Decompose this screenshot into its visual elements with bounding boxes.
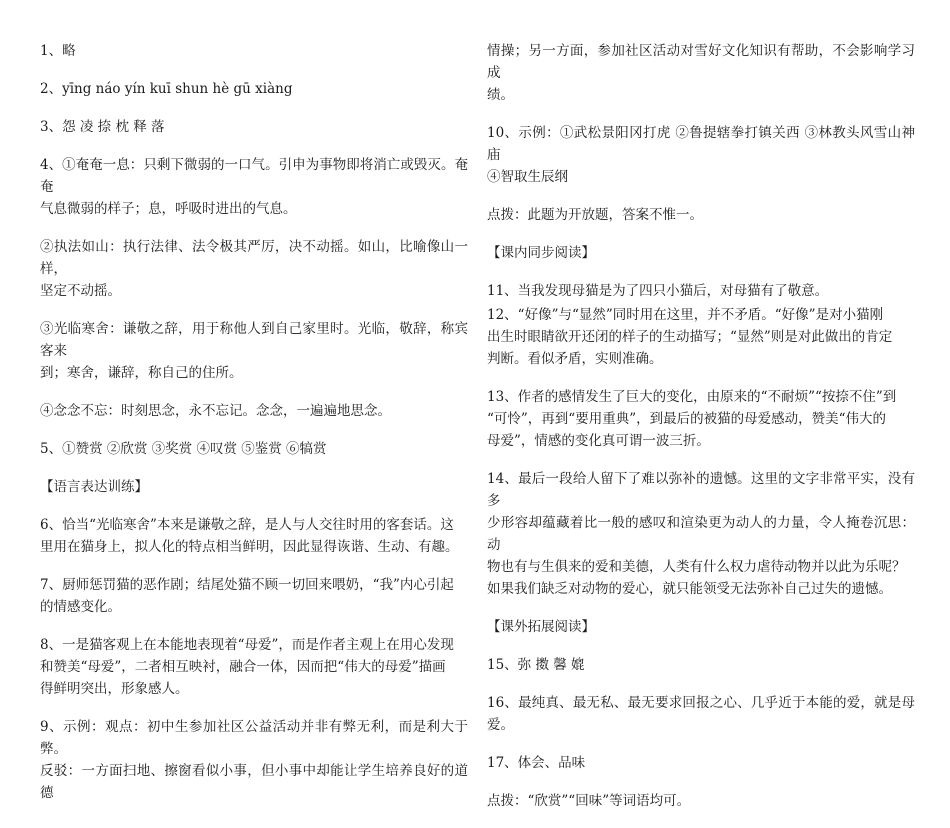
text-line: 里用在猫身上，拟人化的特点相当鲜明，因此显得诙谐、生动、有趣。 <box>40 539 459 555</box>
answer-12 <box>487 304 915 370</box>
hint-10 <box>487 204 915 226</box>
text-line: 点拨：“欣赏”“回味”等词语均可。 <box>487 793 691 809</box>
text-line: 15、弥 擞 馨 媲 <box>487 657 585 673</box>
text-line: ④念念不忘：时刻思念，永不忘记。念念，一遍遍地思念。 <box>40 403 391 419</box>
text-line: ④智取生辰纲 <box>487 169 568 185</box>
text-line: 母爱”，情感的变化真可谓一波三折。 <box>487 433 710 449</box>
answer-1 <box>40 40 468 62</box>
answer-11 <box>487 280 915 302</box>
text-line: 1、略 <box>40 43 76 59</box>
answer-7 <box>40 574 468 618</box>
answer-14 <box>487 468 915 600</box>
text-line: 13、作者的感情发生了巨大的变化，由原来的“不耐烦”“按捺不住”到 <box>487 389 897 405</box>
text-line: 4、①奄奄一息：只剩下微弱的一口气。引申为事物即将消亡或毁灭。奄奄 <box>40 157 468 195</box>
section-heading <box>487 242 915 264</box>
text-line: 绩。 <box>487 87 514 103</box>
text-line: 出生时眼睛欲开还闭的样子的生动描写；“显然”则是对此做出的肯定 <box>487 329 893 345</box>
text-line: 少形容却蕴藏着比一般的感叹和渲染更为动人的力量，令人掩卷沉思：动 <box>487 515 915 553</box>
answer-4-3 <box>40 318 468 384</box>
answer-5 <box>40 438 468 460</box>
text-line: 和赞美“母爱”，二者相互映衬，融合一体，因而把“伟大的母爱”描画 <box>40 659 446 675</box>
text-line: 坚定不动摇。 <box>40 283 121 299</box>
answer-9 <box>40 716 468 804</box>
text-line: “可怜”，再到“要用重典”，到最后的被猫的母爱感动，赞美“伟大的 <box>487 411 887 427</box>
answer-17 <box>487 752 915 774</box>
text-line: 反驳：一方面扫地、擦窗看似小事，但小事中却能让学生培养良好的道德 <box>40 763 468 801</box>
right-column <box>487 40 915 828</box>
text-line: 6、恰当“光临寒舍”本来是谦敬之辞，是人与人交往时用的客套话。这 <box>40 517 454 533</box>
text-line: 【语言表达训练】 <box>40 479 148 495</box>
answer-8 <box>40 634 468 700</box>
text-line: 17、体会、品味 <box>487 755 586 771</box>
text-line: 8、一是猫客观上在本能地表现着“母爱”，而是作者主观上在用心发现 <box>40 637 454 653</box>
answer-2 <box>40 78 468 100</box>
text-line: 7、厨师惩罚猫的恶作剧；结尾处猫不顾一切回来喂奶，“我”内心引起 <box>40 577 454 593</box>
text-line: 点拨：此题为开放题，答案不惟一。 <box>487 207 703 223</box>
text-line: ③光临寒舍：谦敬之辞，用于称他人到自己家里时。光临，敬辞，称宾客来 <box>40 321 468 359</box>
text-line: 12、“好像”与“显然”同时用在这里，并不矛盾。“好像”是对小猫刚 <box>487 307 884 323</box>
section-heading <box>487 616 915 638</box>
answer-9-continued <box>487 40 915 106</box>
text-line: 物也有与生俱来的爱和美德，人类有什么权力虐待动物并以此为乐呢？ <box>487 559 906 575</box>
text-line: 【课外拓展阅读】 <box>487 619 595 635</box>
section-heading <box>40 476 468 498</box>
text-line: 气息微弱的样子；息，呼吸时进出的气息。 <box>40 201 297 217</box>
text-line: 如果我们缺乏对动物的爱心，就只能领受无法弥补自己过失的遗憾。 <box>487 581 892 597</box>
answer-4-2 <box>40 236 468 302</box>
hint-17 <box>487 790 915 812</box>
text-line: 得鲜明突出，形象感人。 <box>40 681 189 697</box>
answer-4-4 <box>40 400 468 422</box>
answer-15 <box>487 654 915 676</box>
text-line: 3、怨 凌 捺 枕 释 落 <box>40 119 165 135</box>
answer-3 <box>40 116 468 138</box>
text-line: ②执法如山：执行法律、法令极其严厉，决不动摇。如山，比喻像山一样， <box>40 239 468 277</box>
answer-4-1 <box>40 154 468 220</box>
text-line: 16、最纯真、最无私、最无要求回报之心、几乎近于本能的爱，就是母爱。 <box>487 695 915 733</box>
answer-10 <box>487 122 915 188</box>
text-line: 9、示例：观点：初中生参加社区公益活动并非有弊无利，而是利大于弊。 <box>40 719 468 757</box>
text-line: 2、yīng náo yín kuī shun hè gū xiàng <box>40 81 293 97</box>
answer-6 <box>40 514 468 558</box>
text-line: 10、示例：①武松景阳冈打虎 ②鲁提辖拳打镇关西 ③林教头风雪山神庙 <box>487 125 915 163</box>
answer-13 <box>487 386 915 452</box>
text-line: 的情感变化。 <box>40 599 121 615</box>
answer-16 <box>487 692 915 736</box>
text-line: 11、当我发现母猫是为了四只小猫后，对母猫有了敬意。 <box>487 283 829 299</box>
text-line: 到；寒舍，谦辞，称自己的住所。 <box>40 365 243 381</box>
text-line: 5、①赞赏 ②欣赏 ③奖赏 ④叹赏 ⑤鉴赏 ⑥犒赏 <box>40 441 327 457</box>
text-line: 【课内同步阅读】 <box>487 245 595 261</box>
text-line: 14、最后一段给人留下了难以弥补的遗憾。这里的文字非常平实，没有多 <box>487 471 915 509</box>
text-line: 判断。看似矛盾，实则准确。 <box>487 351 663 367</box>
left-column <box>40 40 468 820</box>
text-line: 情操；另一方面，参加社区活动对雪好文化知识有帮助，不会影响学习成 <box>487 43 915 81</box>
